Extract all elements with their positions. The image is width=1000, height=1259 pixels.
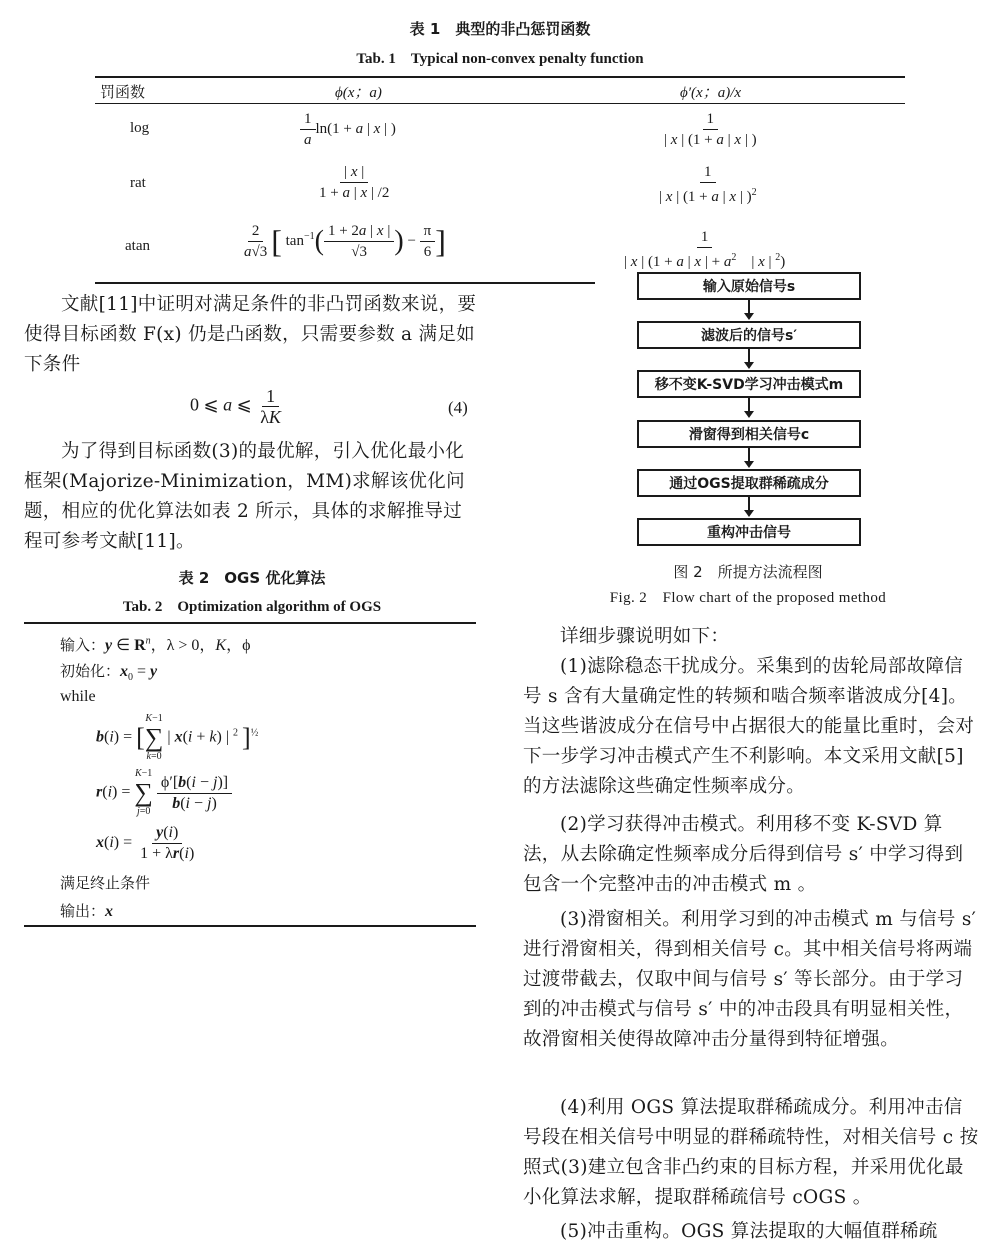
table1-row-log-dphi: $\frac{1}{| x | (1 + a | x | )}$: [664, 111, 757, 148]
table1-caption-cn: 表 1 典型的非凸惩罚函数: [409, 20, 591, 38]
flow-arrowhead-3: [744, 411, 754, 418]
table2-caption-cn: 表 2 OGS 优化算法: [178, 569, 326, 587]
flow-arrowhead-5: [744, 510, 754, 517]
table1-row-atan-phi: $\frac{2}{a√3}$ [ $\tan^{-1}$( $\frac{1 + 2a | x |}{√3}$ ) − $\frac{\pi}{6}$ ]: [244, 223, 446, 260]
right-step-2: (2)学习获得冲击模式。利用移不变 K-SVD 算法，从去除确定性频率成分后得到信号 s′ 中学习得到包含一个完整冲击的冲击模式 m 。: [523, 814, 964, 895]
algo-init: 初始化：$x_0 = y$: [60, 662, 158, 684]
table1-row-rat-phi: $\frac{| x |}{1 + a | x | /2}$: [319, 164, 390, 201]
equation-4-label: (4): [448, 398, 468, 417]
table1-row-rat-dphi: $\frac{1}{| x | (1 + a | x | )^2}$: [659, 164, 757, 205]
flow-arrow-3: [748, 398, 750, 412]
flow-arrow-1: [748, 300, 750, 314]
table1-header-name: 罚函数: [100, 83, 146, 101]
flow-step-1: 输入原始信号s: [637, 272, 861, 300]
flow-step-6: 重构冲击信号: [637, 518, 861, 546]
table1-mid-rule: [95, 103, 905, 104]
right-step-1: (1)滤除稳态干扰成分。采集到的齿轮局部故障信号 s 含有大量确定性的转频和啮合频率谐波成分[4]。当这些谐波成分在信号中占据很大的能量比重时，会对下一步学习冲击模式产生不利影响。本文采用文献[5]的方法滤除这些确定性频率成分。: [523, 656, 975, 797]
flow-arrowhead-4: [744, 461, 754, 468]
table1-row-rat-name: rat: [130, 175, 146, 191]
algo-while: while: [60, 688, 96, 705]
right-step-5: (5)冲击重构。OGS 算法提取的大幅值群稀疏: [560, 1221, 938, 1242]
table1-top-rule: [95, 76, 905, 78]
flow-arrowhead-1: [744, 313, 754, 320]
algo-r-eq: r(i) = K−1 ∑ j=0 $\frac{\phi'[b(i - j)]}{b(i - j)}$: [96, 768, 232, 818]
right-intro: 详细步骤说明如下：: [560, 626, 730, 647]
flow-step-3: 移不变K-SVD学习冲击模式m: [637, 370, 861, 398]
right-step-3: (3)滑窗相关。利用学习到的冲击模式 m 与信号 s′ 进行滑窗相关，得到相关信号 c。其中相关信号将两端过渡带截去，仅取中间与信号 s′ 等长部分。由于学习到的冲击模式与信号 s′ 中的冲击段具有明显相关性，故滑窗相关使得故障冲击分量得到特征增强。: [523, 909, 977, 1050]
table1-header-dphi: ϕ′(x；a)/x: [680, 85, 742, 101]
table1-row-log-name: log: [130, 120, 150, 136]
algo-b-eq: b(i) = [ K−1 ∑ k=0 | x(i + k) | $^2$ ]$^{\frac{1}{2}}$: [96, 713, 259, 762]
table2-top-rule: [24, 622, 476, 624]
equation-4: 0 ⩽ a ⩽ $\frac{1}{\lambda K}$: [190, 386, 281, 427]
left-paragraph-2: 为了得到目标函数(3)的最优解，引入优化最小化框架(Majorize-Minimization，MM)求解该优化问题，相应的优化算法如表 2 所示，具体的求解推导过程可参考文献[11]。: [24, 441, 465, 552]
algo-output: 输出：x: [60, 902, 114, 920]
figure2-caption-en: Fig. 2 Flow chart of the proposed method: [609, 590, 887, 606]
algo-stop: 满足终止条件: [60, 874, 151, 892]
table1-row-atan-dphi: $\frac{1}{| x | (1 + a | x | + a^2 | x | ^2)}$: [624, 229, 786, 270]
right-step-4: (4)利用 OGS 算法提取群稀疏成分。利用冲击信号段在相关信号中明显的群稀疏特性，对相关信号 c 按照式(3)建立包含非凸约束的目标方程，并采用优化最小化算法求解，提取群稀疏信号 cOGS 。: [523, 1097, 979, 1208]
flow-arrowhead-2: [744, 362, 754, 369]
table1-row-log-phi: $\frac{1}{a}$ ln(1 + a | x | ): [300, 110, 396, 149]
table1-caption-en: Tab. 1 Typical non-convex penalty function: [356, 51, 644, 67]
table1-header-phi: ϕ(x；a): [335, 85, 382, 101]
table1-bottom-rule-left: [95, 282, 595, 284]
table2-bottom-rule: [24, 925, 476, 927]
flow-arrow-4: [748, 448, 750, 462]
flow-step-5: 通过OGS提取群稀疏成分: [637, 469, 861, 497]
figure2-caption-cn: 图 2 所提方法流程图: [673, 563, 823, 581]
table2-caption-en: Tab. 2 Optimization algorithm of OGS: [122, 599, 382, 615]
algo-x-eq: x(i) = $\frac{y(i)}{1 + \lambda r(i)}$: [96, 824, 195, 862]
flow-step-4: 滑窗得到相关信号c: [637, 420, 861, 448]
table1-row-atan-name: atan: [125, 238, 150, 254]
flow-step-2: 滤波后的信号s′: [637, 321, 861, 349]
algo-input: 输入：y ∈ $R^n$，λ > 0，K，ϕ: [60, 635, 251, 654]
left-paragraph-1: 文献[11]中证明对满足条件的非凸罚函数来说，要使得目标函数 F(x) 仍是凸函数，只需要参数 a 满足如下条件: [24, 294, 477, 375]
flow-arrow-2: [748, 349, 750, 363]
flow-arrow-5: [748, 497, 750, 511]
